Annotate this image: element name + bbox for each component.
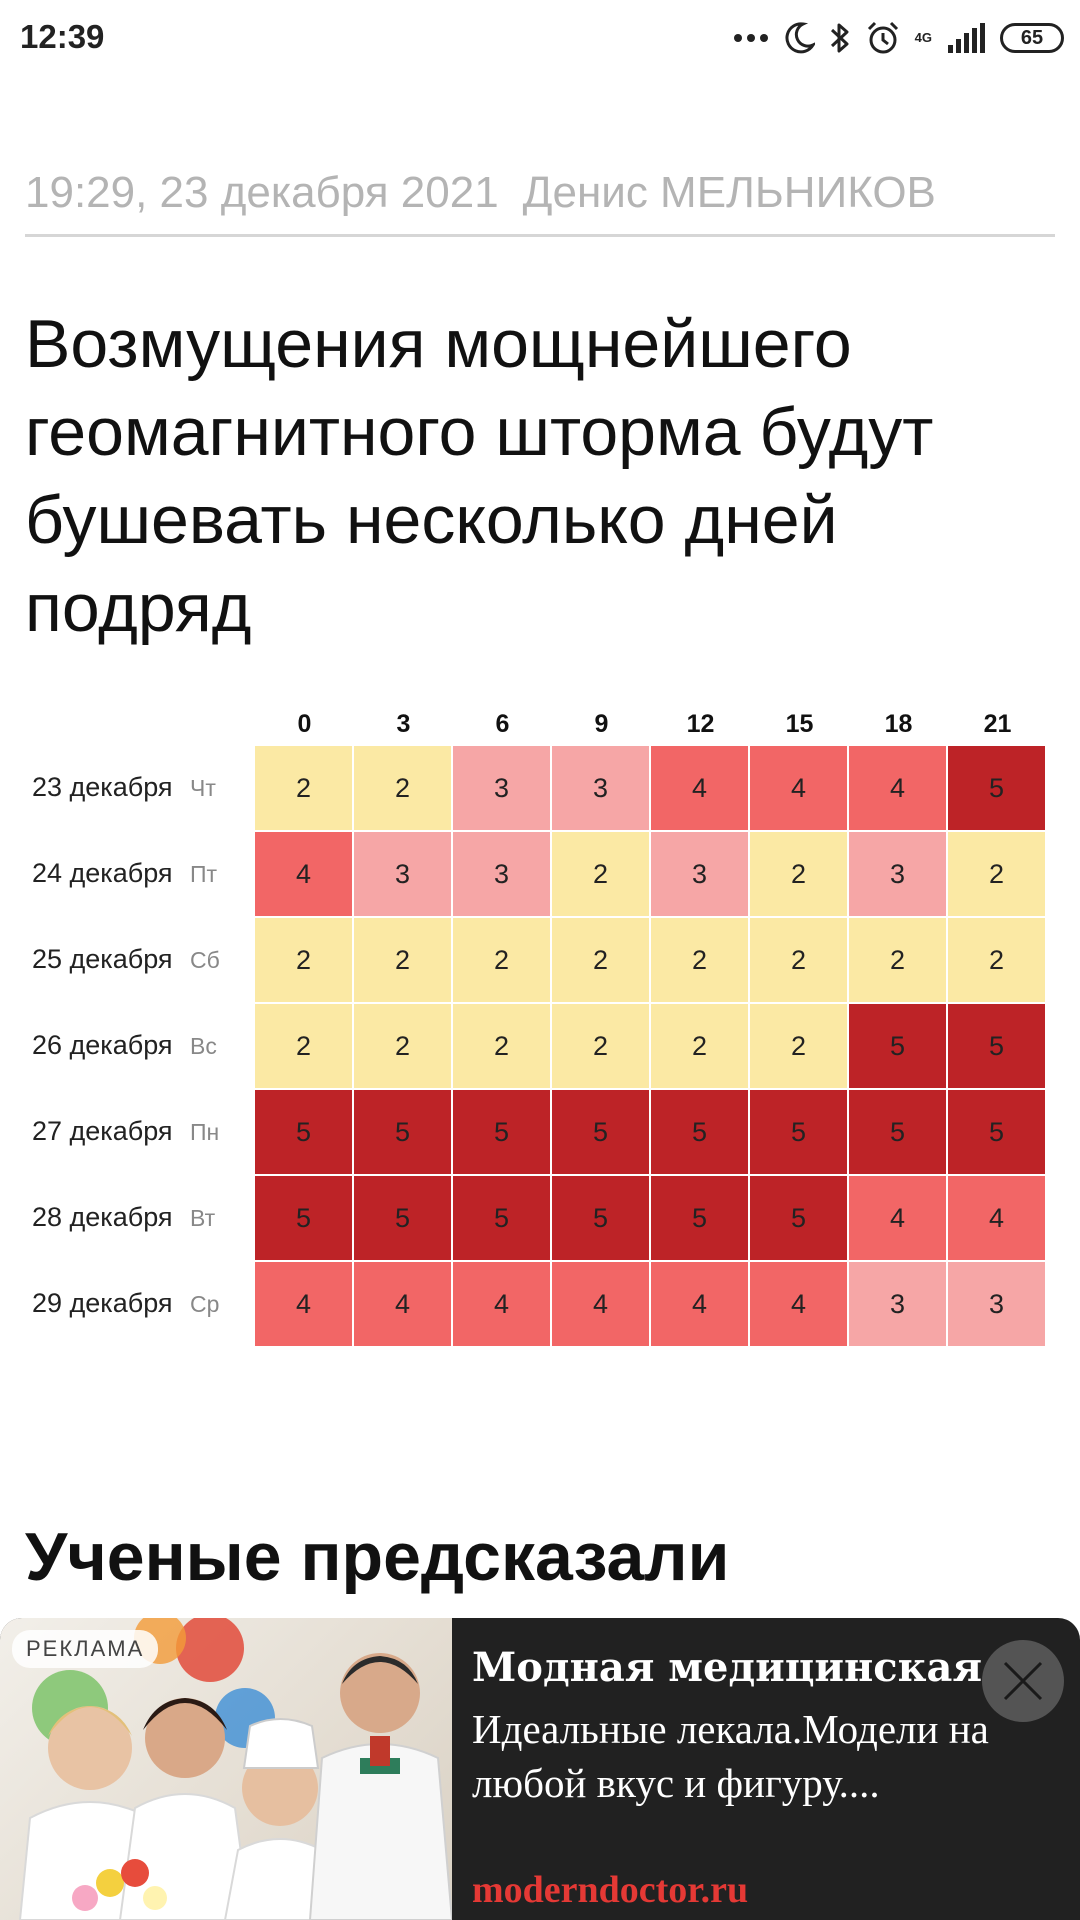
heatmap-cell: 5 — [453, 1090, 550, 1174]
heatmap-cell: 3 — [354, 832, 451, 916]
row-weekday-label: Пт — [190, 861, 218, 887]
heatmap-cell: 5 — [849, 1090, 946, 1174]
heatmap-cell: 4 — [651, 1262, 748, 1346]
heatmap-cell: 4 — [354, 1262, 451, 1346]
article-timestamp: 19:29, 23 декабря 2021 — [25, 168, 499, 217]
hour-label-6: 6 — [495, 710, 510, 738]
heatmap-cell: 5 — [354, 1176, 451, 1260]
status-time: 12:39 — [20, 18, 105, 55]
heatmap-cell: 3 — [453, 832, 550, 916]
heatmap-cell: 2 — [651, 918, 748, 1002]
hour-label-9: 9 — [594, 710, 609, 738]
heatmap-cell: 5 — [354, 1090, 451, 1174]
heatmap-cell: 2 — [255, 918, 352, 1002]
ad-image[interactable] — [0, 1618, 452, 1920]
signal-icon — [946, 23, 986, 53]
hour-label-21: 21 — [983, 710, 1012, 738]
heatmap-cell: 2 — [453, 1004, 550, 1088]
article-author[interactable]: Денис МЕЛЬНИКОВ — [522, 168, 936, 217]
battery-level: 65 — [1020, 26, 1044, 49]
row-weekday-label: Пн — [190, 1119, 220, 1145]
heatmap-cell: 2 — [552, 1004, 649, 1088]
row-date-label: 29 декабря — [32, 1288, 173, 1318]
row-date-label: 27 декабря — [32, 1116, 173, 1146]
heatmap-cell: 4 — [948, 1176, 1045, 1260]
heatmap-cell: 2 — [651, 1004, 748, 1088]
heatmap-cell: 5 — [651, 1176, 748, 1260]
ad-title[interactable]: Модная медицинская — [472, 1644, 983, 1691]
heatmap-cell: 2 — [255, 1004, 352, 1088]
heatmap-cell: 2 — [255, 746, 352, 830]
hour-label-15: 15 — [785, 710, 814, 738]
ad-banner[interactable] — [0, 1618, 1080, 1920]
row-weekday-label: Ср — [190, 1291, 220, 1317]
heatmap-cell: 5 — [849, 1004, 946, 1088]
heatmap-cell: 4 — [651, 746, 748, 830]
heatmap-cell: 5 — [948, 1004, 1045, 1088]
row-weekday-label: Сб — [190, 947, 220, 973]
heatmap-cell: 2 — [354, 746, 451, 830]
row-date-label: 26 декабря — [32, 1030, 173, 1060]
heatmap-cell: 5 — [552, 1090, 649, 1174]
ad-close-button[interactable] — [982, 1640, 1064, 1722]
alarm-icon — [865, 20, 901, 56]
heatmap-cell: 4 — [750, 746, 847, 830]
heatmap-cell: 3 — [651, 832, 748, 916]
status-icons — [733, 16, 1064, 60]
heatmap-cell: 2 — [354, 918, 451, 1002]
ad-link[interactable]: moderndoctor.ru — [472, 1869, 749, 1911]
network-type-label: 4G — [914, 30, 932, 45]
hour-label-18: 18 — [884, 710, 913, 738]
geomagnetic-forecast-heatmap — [0, 700, 1080, 1360]
heatmap-cell: 5 — [750, 1090, 847, 1174]
heatmap-cell: 5 — [552, 1176, 649, 1260]
heatmap-cell: 4 — [849, 746, 946, 830]
hour-label-12: 12 — [686, 710, 715, 738]
heatmap-cell: 2 — [750, 1004, 847, 1088]
heatmap-cell: 3 — [552, 746, 649, 830]
close-icon — [1001, 1659, 1045, 1703]
hour-label-3: 3 — [396, 710, 411, 738]
section-heading: Ученые предсказали — [25, 1519, 730, 1595]
status-bar — [0, 0, 1080, 76]
heatmap-cell: 4 — [255, 1262, 352, 1346]
heatmap-cell: 5 — [750, 1176, 847, 1260]
heatmap-cell: 4 — [849, 1176, 946, 1260]
heatmap-cell: 3 — [453, 746, 550, 830]
row-date-label: 25 декабря — [32, 944, 173, 974]
ad-badge: РЕКЛАМА — [12, 1630, 158, 1668]
heatmap-cell: 3 — [948, 1262, 1045, 1346]
bluetooth-icon — [829, 20, 851, 56]
battery-icon — [1000, 23, 1064, 53]
row-weekday-label: Вс — [190, 1033, 217, 1059]
heatmap-cell: 4 — [453, 1262, 550, 1346]
heatmap-cell: 2 — [948, 918, 1045, 1002]
article-headline: Возмущения мощнейшего геомагнитного шторма будут бушевать несколько дней подряд — [25, 306, 934, 646]
hour-label-0: 0 — [297, 710, 312, 738]
row-date-label: 24 декабря — [32, 858, 173, 888]
heatmap-cell: 2 — [552, 832, 649, 916]
ad-description[interactable]: Идеальные лекала.Модели на любой вкус и фигуру.... — [472, 1706, 989, 1806]
heatmap-cell: 4 — [750, 1262, 847, 1346]
more-dots-icon — [733, 33, 769, 43]
row-date-label: 23 декабря — [32, 772, 173, 802]
meta-divider — [25, 234, 1055, 237]
heatmap-cell: 2 — [354, 1004, 451, 1088]
heatmap-cell: 2 — [453, 918, 550, 1002]
heatmap-cell: 2 — [750, 918, 847, 1002]
heatmap-cell: 4 — [255, 832, 352, 916]
heatmap-cell: 5 — [255, 1090, 352, 1174]
heatmap-cell: 2 — [552, 918, 649, 1002]
heatmap-cell: 5 — [453, 1176, 550, 1260]
heatmap-cell: 3 — [849, 832, 946, 916]
heatmap-cell: 2 — [750, 832, 847, 916]
heatmap-cell: 5 — [948, 1090, 1045, 1174]
row-weekday-label: Чт — [190, 775, 216, 801]
heatmap-cell: 5 — [948, 746, 1045, 830]
row-date-label: 28 декабря — [32, 1202, 173, 1232]
heatmap-cell: 2 — [948, 832, 1045, 916]
moon-icon — [783, 21, 815, 55]
row-weekday-label: Вт — [190, 1205, 216, 1231]
heatmap-cell: 4 — [552, 1262, 649, 1346]
heatmap-cell: 5 — [651, 1090, 748, 1174]
heatmap-cell: 5 — [255, 1176, 352, 1260]
article-meta — [25, 168, 1055, 218]
heatmap-cell: 3 — [849, 1262, 946, 1346]
heatmap-cell: 2 — [849, 918, 946, 1002]
